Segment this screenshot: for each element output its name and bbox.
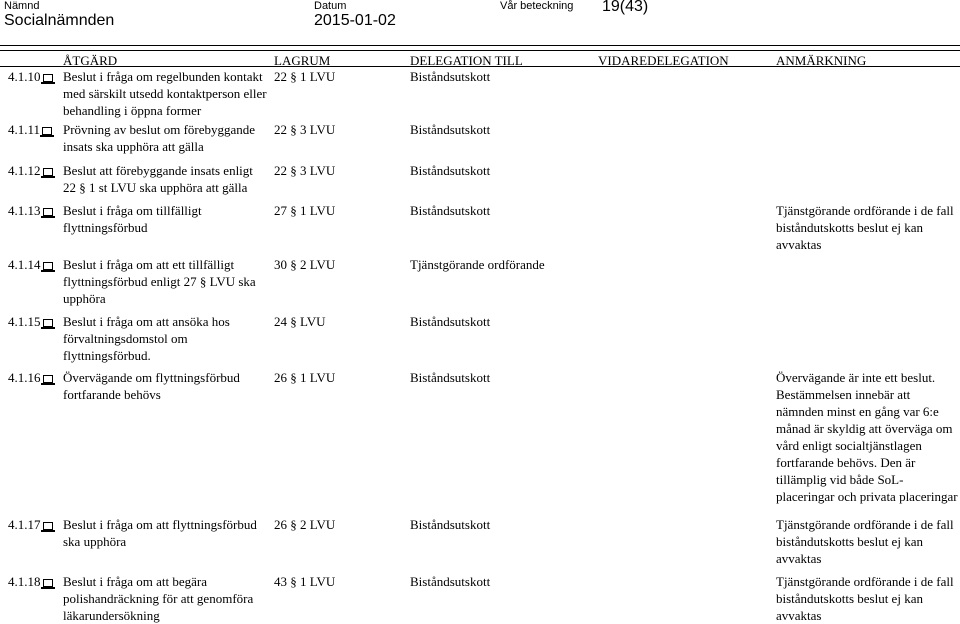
delegation-to: Biståndsutskott <box>410 203 491 218</box>
law-reference: 26 § 1 LVU <box>274 370 336 385</box>
row-number: 4.1.10 <box>8 69 41 84</box>
row-number-cell <box>8 68 60 85</box>
row-number: 4.1.13 <box>8 203 41 218</box>
page-number: 19(43) <box>602 0 649 15</box>
remark-text: Tjänstgörande ordförande i de fall biståndutskotts beslut ej kan avvaktas <box>776 203 954 252</box>
reference-label: Vår beteckning <box>500 0 574 12</box>
action-text: Prövning av beslut om förebyggande insats ska upphöra att gälla <box>63 122 256 154</box>
column-header-law: LAGRUM <box>274 53 331 68</box>
delegation-to: Biståndsutskott <box>410 370 491 385</box>
law-reference: 22 § 3 LVU <box>274 122 336 137</box>
monitor-icon <box>43 168 53 176</box>
delegation-to: Biståndsutskott <box>410 574 491 589</box>
date-value: 2015-01-02 <box>314 12 396 29</box>
action-text: Beslut i fråga om att flyttningsförbud ska upphöra <box>63 517 257 549</box>
law-reference: 43 § 1 LVU <box>274 574 336 589</box>
row-number-cell <box>8 516 60 533</box>
row-number: 4.1.12 <box>8 163 41 178</box>
row-number-cell <box>8 313 60 330</box>
row-number-cell <box>8 162 60 179</box>
column-header-action: ÅTGÄRD <box>63 53 118 68</box>
action-text: Beslut att förebyggande insats enligt 22 § 1 st LVU ska upphöra att gälla <box>63 163 253 195</box>
row-number-cell <box>8 202 60 219</box>
remark-text: Tjänstgörande ordförande i de fall biståndutskotts beslut ej kan avvaktas <box>776 517 954 566</box>
monitor-icon <box>42 127 52 135</box>
action-text: Beslut i fråga om tillfälligt flyttningsförbud <box>63 203 202 235</box>
delegation-to: Biståndsutskott <box>410 314 491 329</box>
monitor-icon <box>43 579 53 587</box>
action-text: Beslut i fråga om att ett tillfälligt flyttningsförbud enligt 27 § LVU ska upphöra <box>63 257 256 306</box>
monitor-icon <box>43 522 53 530</box>
delegation-to: Biståndsutskott <box>410 122 491 137</box>
committee-label: Nämnd <box>4 0 40 12</box>
remark-text: Övervägande är inte ett beslut. Bestämmelsen innebär att nämnden minst en gång var 6:e månad är skyldig att överväga om vård enligt socialtjänstlagen fortfarande behövs. Den är tillämplig vid både SoL-placeringar och privata placeringar <box>776 370 958 504</box>
column-header-delegation: DELEGATION TILL <box>410 53 523 68</box>
monitor-icon <box>43 262 53 270</box>
date-label: Datum <box>314 0 347 12</box>
monitor-icon <box>43 319 53 327</box>
row-number-cell <box>8 121 60 138</box>
delegation-to: Biståndsutskott <box>410 163 491 178</box>
law-reference: 22 § 1 LVU <box>274 69 336 84</box>
action-text: Beslut i fråga om att ansöka hos förvaltningsdomstol om flyttningsförbud. <box>63 314 230 363</box>
law-reference: 24 § LVU <box>274 314 326 329</box>
column-header-vidaredelegation: VIDAREDELEGATION <box>598 53 729 68</box>
column-header-remark: ANMÄRKNING <box>776 53 867 68</box>
delegation-to: Biståndsutskott <box>410 517 491 532</box>
row-number-cell <box>8 573 60 590</box>
row-number-cell <box>8 256 60 273</box>
monitor-icon <box>43 74 53 82</box>
delegation-to: Biståndsutskott <box>410 69 491 84</box>
table-top-border <box>0 50 960 51</box>
row-number: 4.1.11 <box>8 122 41 137</box>
action-text: Övervägande om flyttningsförbud fortfarande behövs <box>63 370 240 402</box>
row-number: 4.1.15 <box>8 314 41 329</box>
law-reference: 30 § 2 LVU <box>274 257 336 272</box>
row-number: 4.1.14 <box>8 257 41 272</box>
committee-name: Socialnämnden <box>4 12 115 29</box>
table-header-divider <box>0 66 960 67</box>
action-text: Beslut i fråga om regelbunden kontakt med särskilt utsedd kontaktperson eller behandling i öppna former <box>63 69 267 118</box>
remark-text: Tjänstgörande ordförande i de fall biståndutskotts beslut ej kan avvaktas <box>776 574 954 623</box>
header-divider <box>0 45 960 46</box>
delegation-to: Tjänstgörande ordförande <box>410 257 545 272</box>
law-reference: 27 § 1 LVU <box>274 203 336 218</box>
action-text: Beslut i fråga om att begära polishandräckning för att genomföra läkarundersökning <box>63 574 254 623</box>
row-number-cell <box>8 369 60 386</box>
row-number: 4.1.16 <box>8 370 41 385</box>
law-reference: 26 § 2 LVU <box>274 517 336 532</box>
row-number: 4.1.18 <box>8 574 41 589</box>
monitor-icon <box>43 208 53 216</box>
monitor-icon <box>43 375 53 383</box>
row-number: 4.1.17 <box>8 517 41 532</box>
law-reference: 22 § 3 LVU <box>274 163 336 178</box>
